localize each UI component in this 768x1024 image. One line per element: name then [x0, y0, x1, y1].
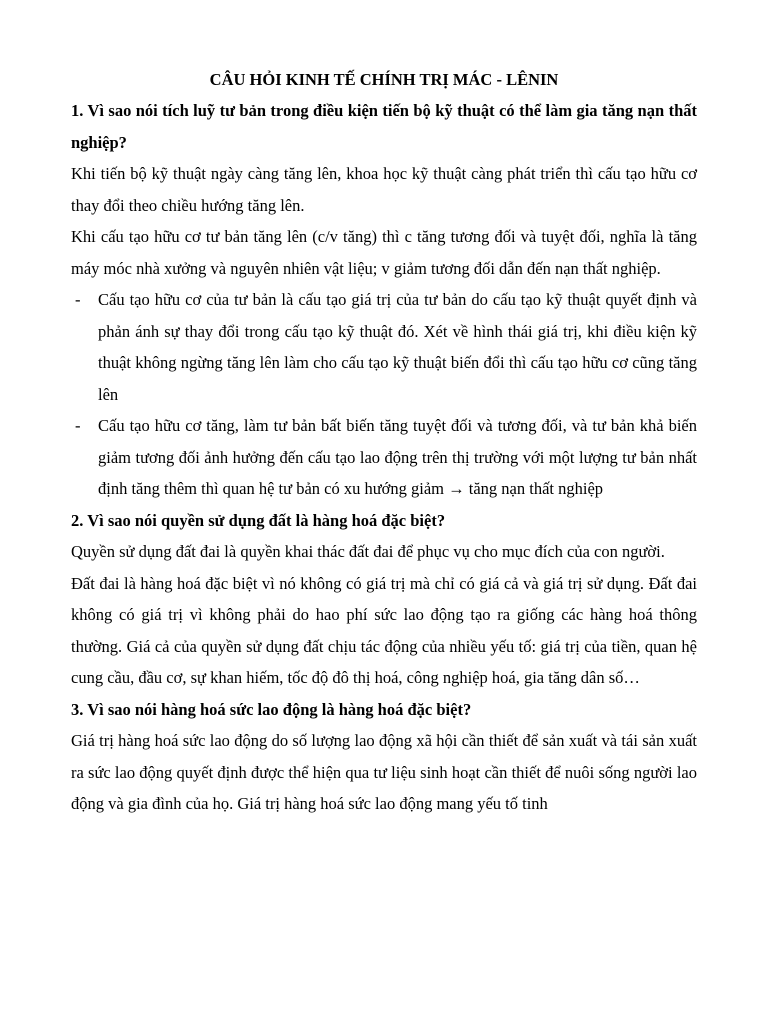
question-1-paragraph-2: Khi cấu tạo hữu cơ tư bản tăng lên (c/v tăng) thì c tăng tương đối và tuyệt đối, nghĩa là tăng máy móc nhà xưởng và nguyên nhiên vật liệu; v giảm tương đối dẫn đến nạn thất nghiệp. — [71, 227, 697, 278]
question-1-heading: 1. Vì sao nói tích luỹ tư bản trong điều kiện tiến bộ kỹ thuật có thể làm gia tăng nạn thất nghiệp? — [71, 101, 697, 152]
question-1-bullet-1 — [71, 284, 697, 410]
question-3-paragraph-1: Giá trị hàng hoá sức lao động do số lượng lao động xã hội cần thiết để sản xuất và tái sản xuất ra sức lao động quyết định được thể hiện qua tư liệu sinh hoạt cần thiết để nuôi sống người lao động và gia đình của họ. Giá trị hàng hoá sức lao động mang yếu tố tinh — [71, 731, 697, 813]
question-1-bullet-2 — [71, 410, 697, 505]
document-title: CÂU HỎI KINH TẾ CHÍNH TRỊ MÁC - LÊNIN — [209, 70, 559, 89]
bullet-text: Cấu tạo hữu cơ tăng, làm tư bản bất biến tăng tuyệt đối và tương đối, và tư bản khả biến giảm tương đối ảnh hưởng đến cấu tạo lao động trên thị trường với một lượng tư bản nhất định tăng thêm thì quan hệ tư bản có xu hướng giảm → tăng nạn thất nghiệp — [98, 416, 697, 498]
question-3-heading: 3. Vì sao nói hàng hoá sức lao động là hàng hoá đặc biệt? — [71, 699, 472, 719]
bullet-marker: - — [75, 290, 81, 309]
question-2-paragraph-1: Quyền sử dụng đất đai là quyền khai thác đất đai để phục vụ cho mục đích của con người. — [71, 542, 665, 561]
question-1-paragraph-1: Khi tiến bộ kỹ thuật ngày càng tăng lên, khoa học kỹ thuật càng phát triển thì cấu tạo hữu cơ thay đổi theo chiều hướng tăng lên. — [71, 164, 697, 215]
bullet-text: Cấu tạo hữu cơ của tư bản là cấu tạo giá trị của tư bản do cấu tạo kỹ thuật quyết định và phản ánh sự thay đổi trong cấu tạo kỹ thuật đó. Xét về hình thái giá trị, khi điều kiện kỹ thuật không ngừng tăng lên làm cho cấu tạo kỹ thuật biến đổi thì cấu tạo hữu cơ cũng tăng lên — [98, 290, 697, 404]
question-2-heading: 2. Vì sao nói quyền sử dụng đất là hàng hoá đặc biệt? — [71, 510, 446, 530]
document-page — [71, 64, 697, 820]
bullet-marker: - — [75, 416, 81, 435]
question-2-paragraph-2: Đất đai là hàng hoá đặc biệt vì nó không có giá trị mà chỉ có giá cả và giá trị sử dụng. Đất đai không có giá trị vì không phải do hao phí sức lao động tạo ra giống các hàng hoá thông thường. Giá cả của quyền sử dụng đất chịu tác động của nhiều yếu tố: giá trị của tiền, quan hệ cung cầu, đầu cơ, sự khan hiếm, tốc độ đô thị hoá, công nghiệp hoá, gia tăng dân số… — [71, 573, 697, 687]
